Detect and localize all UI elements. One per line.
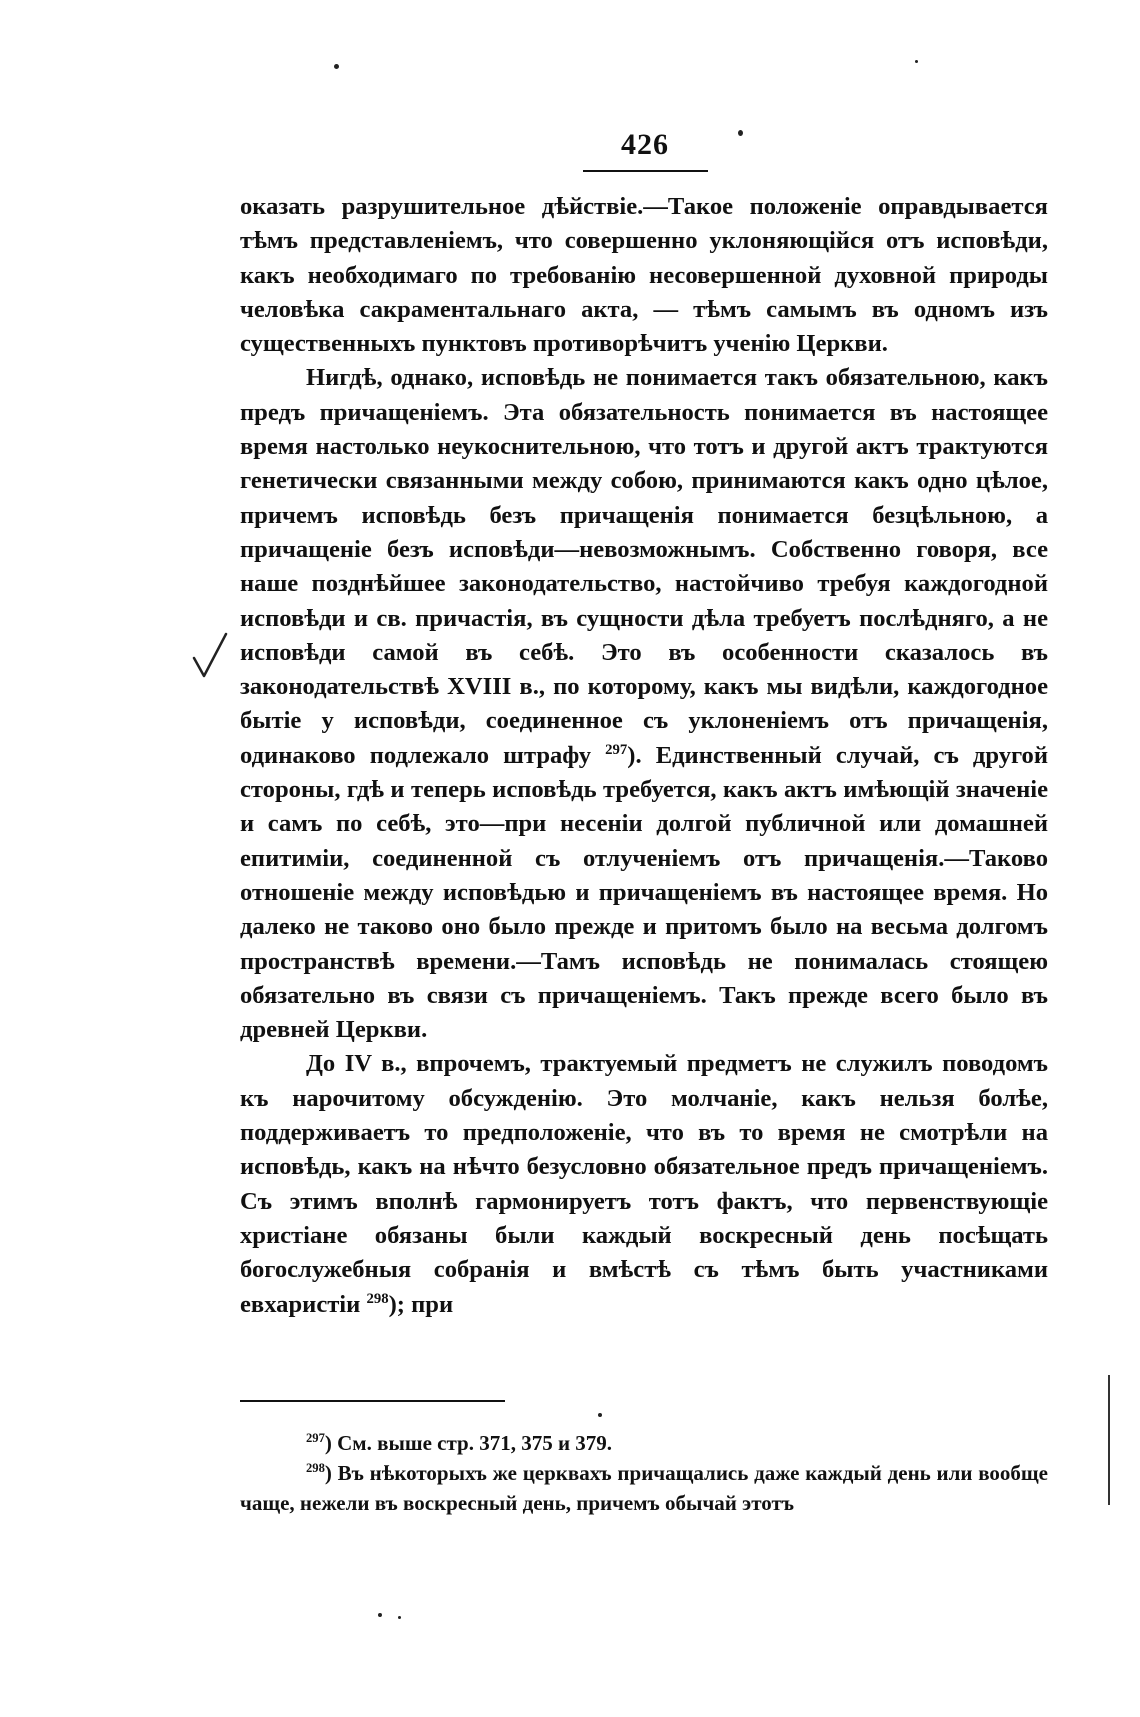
footnote-ref-298[interactable]: 298 xyxy=(366,1290,389,1307)
scan-speck xyxy=(398,1616,401,1619)
footnote-marker: 298 xyxy=(306,1461,325,1475)
footnote-separator xyxy=(240,1400,505,1402)
scan-speck xyxy=(738,130,743,136)
page-number-underline xyxy=(583,170,708,172)
paragraph-2: Нигдѣ, однако, исповѣдь не понимается такъ обязательною, какъ предъ причащеніемъ. Эта обязательность понимается въ настоящее время настолько неукоснительною, что тотъ и другой актъ трактуются генетически связанными между собою, принимаются какъ одно цѣлое, причемъ исповѣдь безъ причащенія понимается безцѣльною, а причащеніе безъ исповѣди—невозможнымъ. Собственно говоря, все наше позднѣйшее законодательство, настойчиво требуя каждогодной исповѣди и св. причастія, въ сущности дѣла требуетъ послѣдняго, а не исповѣди самой въ себѣ. Это въ особенности сказалось въ законодательствѣ XVIII в., по которому, какъ мы видѣли, каждогодное бытіе у исповѣди, соединенное съ уклоненіемъ отъ причащенія, одинаково подлежало штрафу $^{297}$). Единственный случай, съ другой стороны, гдѣ и теперь исповѣдь требуется, какъ актъ имѣющій значеніе и самъ по себѣ, это—при несеніи долгой публичной или домашней епитиміи, соединенной съ отлученіемъ отъ причащенія.—Таково отношеніе между исповѣдью и причащеніемъ въ настоящее время. Но далеко не таково оно было прежде и притомъ было на весьма долгомъ пространствѣ времени.—Тамъ исповѣдь не понималась стоящею обязательно въ связи съ причащеніемъ. Такъ прежде всего было въ древней Церкви. xyxy=(240,364,1049,1044)
margin-check-mark-icon xyxy=(190,630,230,680)
footnotes xyxy=(240,1428,1048,1518)
footnote-298: $^{298}$) Въ нѣкоторыхъ же церквахъ причащались даже каждый день или вообще чаще, нежели въ воскресный день, причемъ обычай этотъ xyxy=(240,1461,1048,1515)
scan-edge-line xyxy=(1108,1375,1110,1505)
scan-speck xyxy=(915,60,918,63)
scan-speck xyxy=(378,1613,382,1617)
footnote-marker: 297 xyxy=(306,1431,325,1445)
paragraph-1: оказать разрушительное дѣйствіе.—Такое положеніе оправдывается тѣмъ представленіемъ, что совершенно уклоняющійся отъ исповѣди, какъ необходимаго по требованію несовершенной духовной природы человѣка сакраментальнаго акта, — тѣмъ самымъ въ одномъ изъ существенныхъ пунктовъ противорѣчитъ ученію Церкви. xyxy=(240,193,1048,358)
page-number: 426 xyxy=(621,128,669,161)
body-text xyxy=(240,190,1048,1322)
paragraph-3: До IV в., впрочемъ, трактуемый предметъ не служилъ поводомъ къ нарочитому обсужденію. Это молчаніе, какъ нельзя болѣе, поддерживаетъ то предположеніе, что въ то время не смотрѣли на исповѣдь, какъ на нѣчто безусловно обязательное предъ причащеніемъ. Съ этимъ вполнѣ гармонируетъ тотъ фактъ, что первенствующіе христіане обязаны были каждый воскресный день посѣщать богослужебныя собранія и вмѣстѣ съ тѣмъ быть участниками евхаристіи $^{298}$); при xyxy=(240,1050,1048,1318)
scan-speck xyxy=(334,64,339,69)
footnote-ref-297[interactable]: 297 xyxy=(605,741,628,758)
footnote-297: $^{297}$) См. выше стр. 371, 375 и 379. xyxy=(306,1431,613,1455)
scan-speck xyxy=(598,1413,602,1417)
